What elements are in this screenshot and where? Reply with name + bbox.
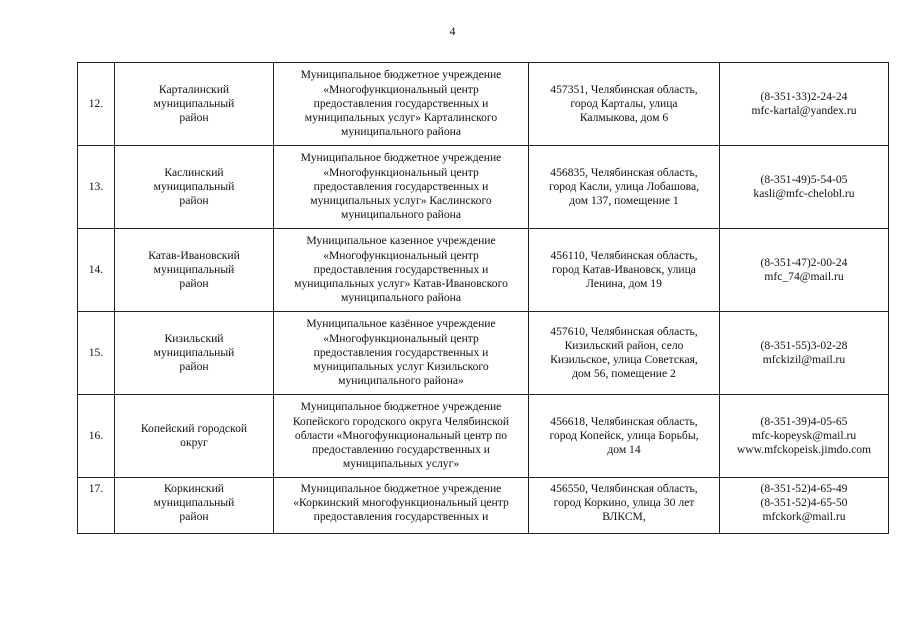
organization-name: Муниципальное бюджетное учреждение «Многофункциональный центр предоставления государственных и муниципальных услуг» Каслинского муниципального района (274, 146, 529, 229)
contact-info: (8-351-49)5-54-05 kasli@mfc-chelobl.ru (720, 146, 889, 229)
organization-name: Муниципальное казённое учреждение «Многофункциональный центр предоставления государственных и муниципальных услуг Кизильского муниципального района» (274, 312, 529, 395)
table-row (78, 312, 889, 395)
municipality-name: Кизильский муниципальный район (115, 312, 274, 395)
table-row (78, 146, 889, 229)
page-number: 4 (449, 24, 456, 38)
postal-address: 456550, Челябинская область, город Коркино, улица 30 лет ВЛКСМ, (529, 478, 720, 534)
organization-name: Муниципальное казенное учреждение «Многофункциональный центр предоставления государственных и муниципальных услуг» Катав-Ивановского муниципального района (274, 229, 529, 312)
municipality-name: Карталинский муниципальный район (115, 63, 274, 146)
contact-info: (8-351-33)2-24-24 mfc-kartal@yandex.ru (720, 63, 889, 146)
postal-address: 457610, Челябинская область, Кизильский район, село Кизильское, улица Советская, дом 56, помещение 2 (529, 312, 720, 395)
contact-info: (8-351-39)4-05-65 mfc-kopeysk@mail.ru www.mfckopeisk.jimdo.com (720, 395, 889, 478)
contact-info: (8-351-52)4-65-49 (8-351-52)4-65-50 mfckork@mail.ru (720, 478, 889, 534)
contact-info: (8-351-47)2-00-24 mfc_74@mail.ru (720, 229, 889, 312)
organization-name: Муниципальное бюджетное учреждение Копейского городского округа Челябинской области «Многофункциональный центр по предоставлению государственных и муниципальных услуг» (274, 395, 529, 478)
postal-address: 456110, Челябинская область, город Катав-Ивановск, улица Ленина, дом 19 (529, 229, 720, 312)
municipality-name: Катав-Ивановский муниципальный район (115, 229, 274, 312)
municipality-name: Каслинский муниципальный район (115, 146, 274, 229)
municipality-name: Копейский городской округ (115, 395, 274, 478)
municipality-name: Коркинский муниципальный район (115, 478, 274, 534)
postal-address: 456835, Челябинская область, город Касли, улица Лобашова, дом 137, помещение 1 (529, 146, 720, 229)
organization-name: Муниципальное бюджетное учреждение «Коркинский многофункциональный центр предоставления государственных и (274, 478, 529, 534)
row-number: 12. (78, 63, 115, 146)
postal-address: 457351, Челябинская область, город Карталы, улица Калмыкова, дом 6 (529, 63, 720, 146)
table-row (78, 395, 889, 478)
organization-name: Муниципальное бюджетное учреждение «Многофункциональный центр предоставления государственных и муниципальных услуг» Карталинского муниципального района (274, 63, 529, 146)
table-row (78, 478, 889, 534)
table-row (78, 229, 889, 312)
row-number: 13. (78, 146, 115, 229)
row-number: 17. (78, 478, 115, 534)
row-number: 16. (78, 395, 115, 478)
row-number: 14. (78, 229, 115, 312)
mfc-table (77, 62, 889, 534)
postal-address: 456618, Челябинская область, город Копейск, улица Борьбы, дом 14 (529, 395, 720, 478)
row-number: 15. (78, 312, 115, 395)
table-row (78, 63, 889, 146)
contact-info: (8-351-55)3-02-28 mfckizil@mail.ru (720, 312, 889, 395)
